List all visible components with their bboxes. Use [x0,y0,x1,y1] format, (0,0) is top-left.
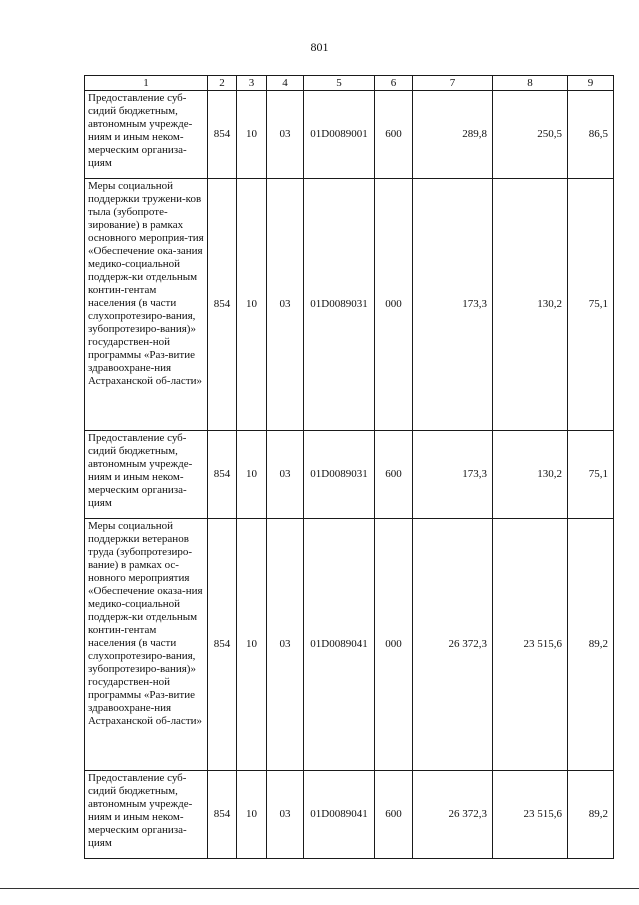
row-value-actual: 23 515,6 [493,771,568,859]
row-value-percent: 75,1 [568,431,614,519]
table-header [85,76,614,91]
row-section: 10 [237,519,267,771]
row-section: 10 [237,431,267,519]
row-section: 10 [237,771,267,859]
row-value-plan: 173,3 [413,179,493,431]
row-value-plan: 289,8 [413,91,493,179]
row-value-actual: 130,2 [493,179,568,431]
row-expense-type: 600 [375,91,413,179]
row-value-actual: 130,2 [493,431,568,519]
header-cell: 9 [568,76,614,91]
table-row [85,91,614,179]
row-section: 10 [237,91,267,179]
row-value-actual: 250,5 [493,91,568,179]
row-value-percent: 89,2 [568,771,614,859]
row-target-article: 01D0089001 [304,91,375,179]
header-cell: 8 [493,76,568,91]
row-name: Предоставление суб-сидий бюджетным, автономным учрежде-ниям и иным неком-мерческим организа-циям [85,771,208,859]
row-expense-type: 000 [375,179,413,431]
row-target-article: 01D0089041 [304,519,375,771]
row-ministry-code: 854 [208,91,237,179]
row-name: Меры социальной поддержки ветеранов труда (зубопротезиро-вание) в рамках ос-новного мероприятия «Обеспечение оказа-ния медико-социальной поддерж-ки отдельным контин-гентам населения (в части слухопротезиро-вания, зубопротезиро-вания)» государствен-ной программы «Раз-витие здравоохране-ния Астраханской об-ласти» [85,519,208,771]
row-expense-type: 600 [375,431,413,519]
row-subsection: 03 [267,431,304,519]
row-name: Предоставление суб-сидий бюджетным, автономным учрежде-ниям и иным неком-мерческим организа-циям [85,91,208,179]
row-value-plan: 26 372,3 [413,771,493,859]
header-cell: 2 [208,76,237,91]
row-target-article: 01D0089031 [304,431,375,519]
row-value-plan: 173,3 [413,431,493,519]
header-cell: 6 [375,76,413,91]
row-ministry-code: 854 [208,771,237,859]
footer-divider [0,888,639,889]
row-value-percent: 89,2 [568,519,614,771]
row-name: Меры социальной поддержки тружени-ков тыла (зубопроте-зирование) в рамках основного мероприя-тия «Обеспечение ока-зания медико-социальной поддерж-ки отдельным контин-гентам населения (в части слухопротезиро-вания, зубопротезиро-вания)» государствен-ной программы «Раз-витие здравоохране-ния Астраханской об-ласти» [85,179,208,431]
row-value-percent: 75,1 [568,179,614,431]
row-expense-type: 000 [375,519,413,771]
row-value-plan: 26 372,3 [413,519,493,771]
row-value-actual: 23 515,6 [493,519,568,771]
table-row [85,431,614,519]
row-subsection: 03 [267,519,304,771]
header-cell: 7 [413,76,493,91]
row-value-percent: 86,5 [568,91,614,179]
row-ministry-code: 854 [208,519,237,771]
header-cell: 4 [267,76,304,91]
header-cell: 5 [304,76,375,91]
header-cell: 1 [85,76,208,91]
row-section: 10 [237,179,267,431]
table-row [85,519,614,771]
row-target-article: 01D0089031 [304,179,375,431]
header-cell: 3 [237,76,267,91]
page-number: 801 [310,40,329,54]
row-target-article: 01D0089041 [304,771,375,859]
row-subsection: 03 [267,91,304,179]
row-ministry-code: 854 [208,179,237,431]
row-subsection: 03 [267,771,304,859]
row-ministry-code: 854 [208,431,237,519]
row-subsection: 03 [267,179,304,431]
row-name: Предоставление суб-сидий бюджетным, автономным учрежде-ниям и иным неком-мерческим организа-циям [85,431,208,519]
row-expense-type: 600 [375,771,413,859]
table-row [85,771,614,859]
header-row [85,76,614,91]
budget-table [84,75,614,859]
table-row [85,179,614,431]
